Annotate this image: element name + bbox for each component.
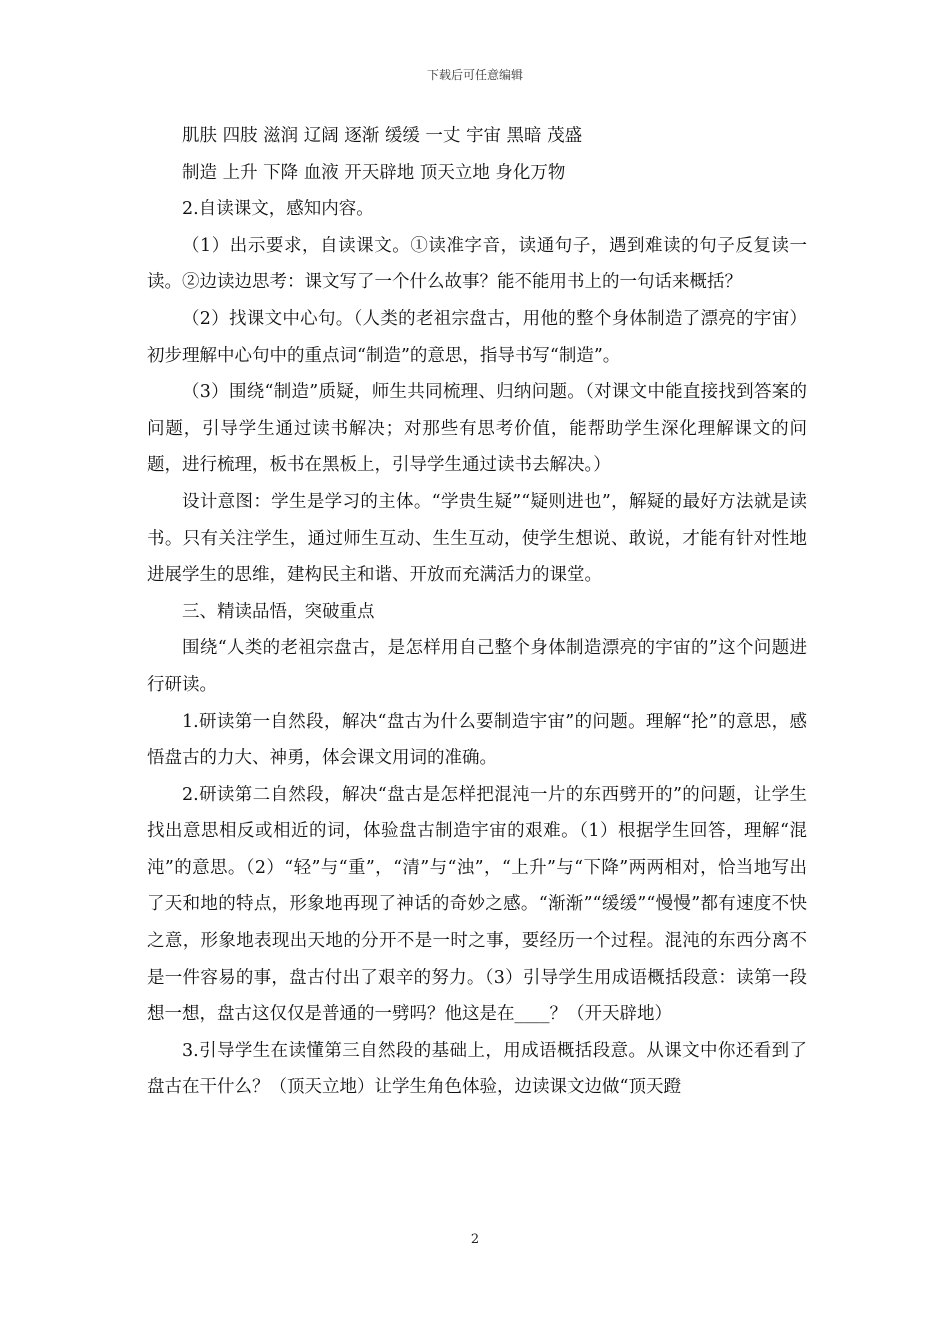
paragraph-section-3-3: 3.引导学生在读懂第三自然段的基础上，用成语概括段意。从课文中你还看到了盘古在干什么？（顶天立地）让学生角色体验，边读课文边做“顶天蹬: [147, 1040, 807, 1098]
paragraph-design-intent: 设计意图：学生是学习的主体。“学贵生疑”“疑则进也”，解疑的最好方法就是读书。只有关注学生，通过师生互动、生生互动，使学生想说、敢说，才能有针对性地进展学生的思维，建构民主和谐、开放而充满活力的课堂。: [147, 491, 807, 586]
paragraph-step-2-3: （3）围绕“制造”质疑，师生共同梳理、归纳问题。（对课文中能直接找到答案的问题，引导学生通过读书解决；对那些有思考价值，能帮助学生深化理解课文的问题，进行梳理，板书在黑板上，引导学生通过读书去解决。）: [147, 382, 807, 476]
paragraph-section-3-1: 1.研读第一自然段，解决“盘古为什么要制造宇宙”的问题。理解“抡”的意思，感悟盘古的力大、神勇，体会课文用词的准确。: [147, 711, 807, 769]
paragraph-section-3-2: 2.研读第二自然段，解决“盘古是怎样把混沌一片的东西劈开的”的问题，让学生找出意思相反或相近的词，体验盘古制造宇宙的艰难。（1）根据学生回答，理解“混沌”的意思。（2）“轻”与“重”，“清”与“浊”，“上升”与“下降”两两相对，恰当地写出了天和地的特点，形象地再现了神话的奇妙之感。“渐渐”“缓缓”“慢慢”都有速度不快之意，形象地表现出天地的分开不是一时之事，要经历一个过程。混沌的东西分离不是一件容易的事，盘古付出了艰辛的努力。（3）引导学生用成语概括段意：读第一段想一想，盘古这仅仅是普通的一劈吗？他这是在____？（开天辟地）: [147, 784, 807, 1025]
paragraph-step-2: 2.自读课文，感知内容。: [182, 199, 374, 220]
page-number: 2: [470, 1232, 480, 1247]
paragraph-step-2-1: （1）出示要求，自读课文。①读准字音，读通句子，遇到难读的句子反复读一读。②边读边思考：课文写了一个什么故事？能不能用书上的一句话来概括？: [147, 235, 807, 293]
paragraph-vocab-2: 制造 上升 下降 血液 开天辟地 顶天立地 身化万物: [182, 162, 566, 183]
paragraph-vocab-1: 肌肤 四肢 滋润 辽阔 逐渐 缓缓 一丈 宇宙 黑暗 茂盛: [182, 126, 583, 146]
page-header: 下载后可任意编辑: [426, 68, 523, 82]
document-body: [147, 118, 807, 1106]
paragraph-section-3-intro: 围绕“人类的老祖宗盘古，是怎样用自己整个身体制造漂亮的宇宙的”这个问题进行研读。: [147, 638, 807, 695]
section-heading-3: 三、精读品悟，突破重点: [182, 601, 375, 622]
paragraph-step-2-2: （2）找课文中心句。（人类的老祖宗盘古，用他的整个身体制造了漂亮的宇宙）初步理解中心句中的重点词“制造”的意思，指导书写“制造”。: [147, 308, 807, 366]
